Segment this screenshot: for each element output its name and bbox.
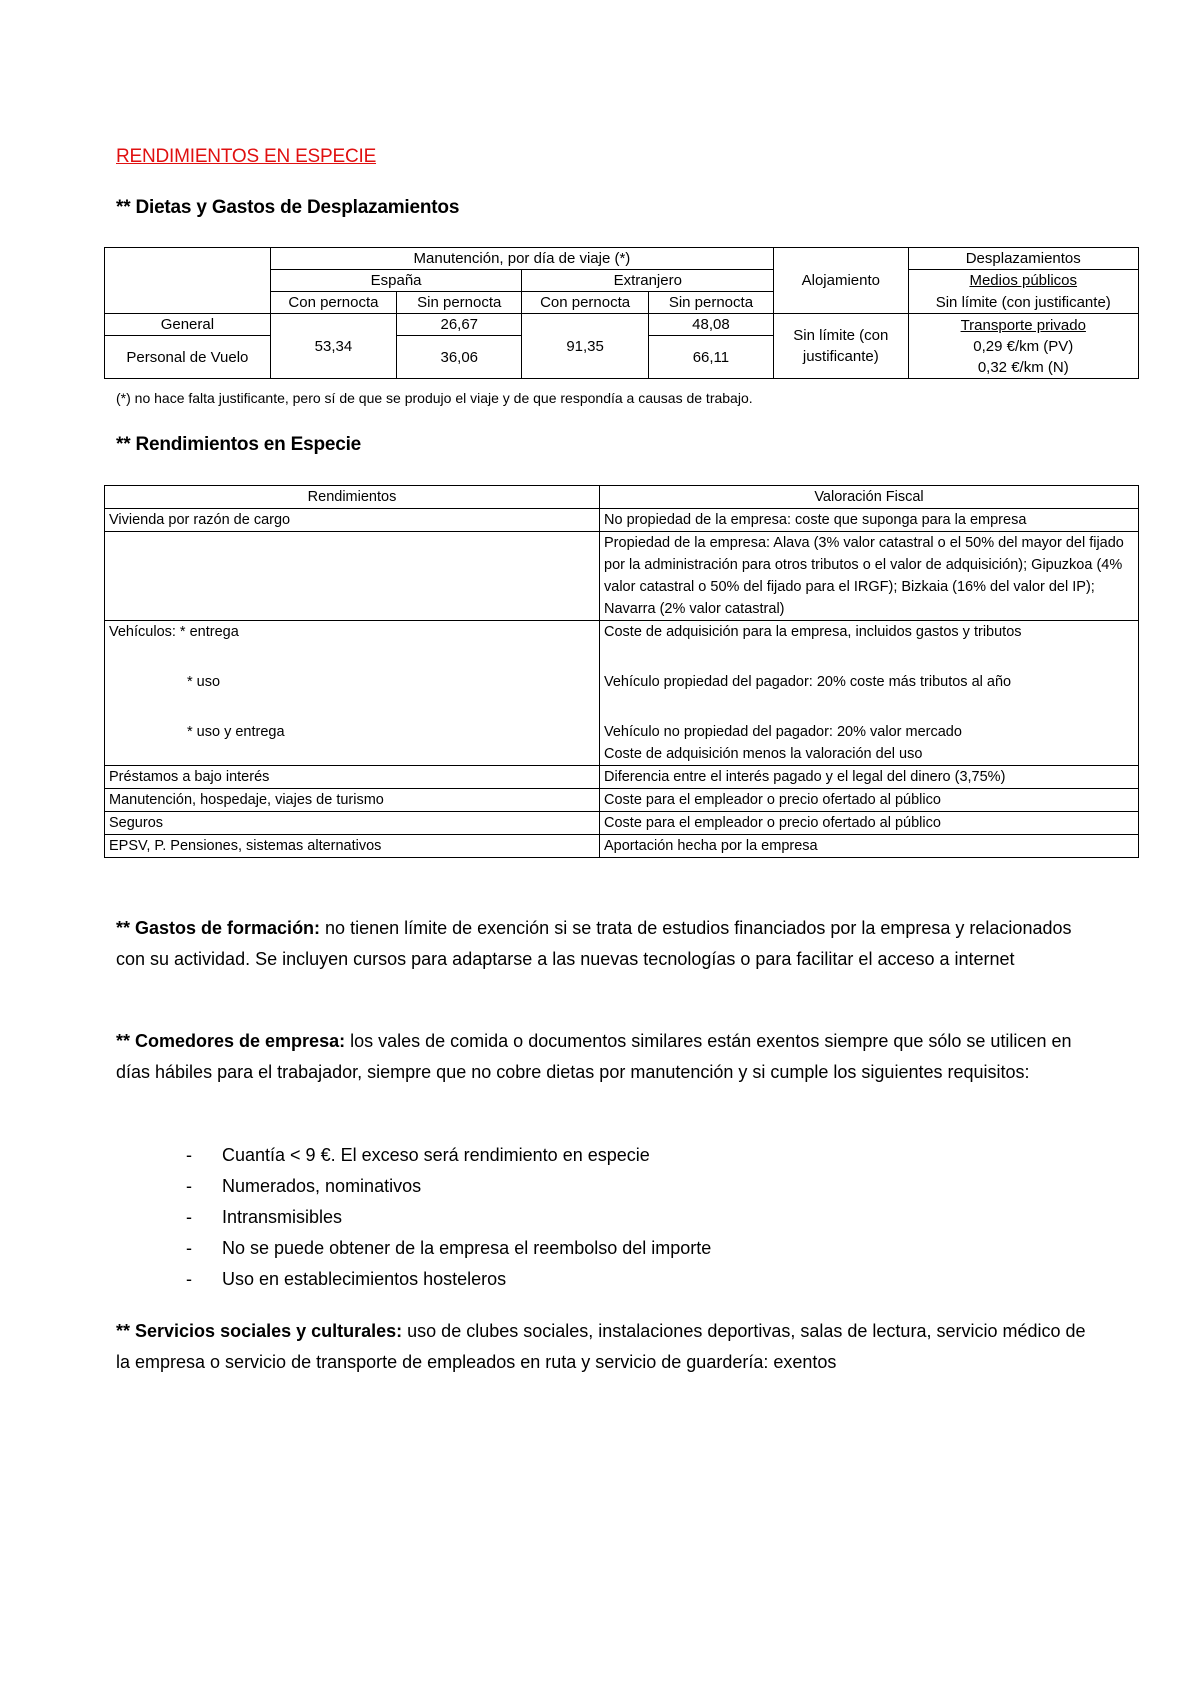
valoracion-cell: Diferencia entre el interés pagado y el legal del dinero (3,75%) xyxy=(600,766,1139,789)
extranjero-sin-vuelo-value: 66,11 xyxy=(648,336,773,379)
table-row xyxy=(105,766,1139,789)
rendimiento-cell: Vivienda por razón de cargo xyxy=(105,509,600,532)
extranjero-sin-pernocta-header: Sin pernocta xyxy=(648,292,773,314)
formacion-paragraph xyxy=(116,913,1096,975)
vehiculos-no-propiedad-value: Vehículo no propiedad del pagador: 20% valor mercado xyxy=(604,724,962,740)
formacion-text: no tienen límite de exención si se trata de estudios financiados por la empresa y relacionados con su actividad. Se incluyen cursos para adaptarse a las nuevas tecnologías o para facilitar el acceso a internet xyxy=(116,918,1072,969)
col-header-rendimientos: Rendimientos xyxy=(105,486,600,509)
rendimiento-cell xyxy=(105,532,600,621)
table-corner-cell xyxy=(105,248,271,314)
list-item: - Numerados, nominativos xyxy=(186,1176,422,1196)
list-item: - Intransmisibles xyxy=(186,1207,343,1227)
espana-sin-pernocta-header: Sin pernocta xyxy=(397,292,522,314)
dietas-table xyxy=(104,247,1139,379)
rendimiento-cell: EPSV, P. Pensiones, sistemas alternativos xyxy=(105,835,600,858)
valoracion-cell xyxy=(600,621,1139,766)
desplazamientos-header: Desplazamientos xyxy=(908,248,1138,270)
vehiculos-uso-entrega-label: * uso y entrega xyxy=(187,724,285,740)
extranjero-sin-general-value: 48,08 xyxy=(648,314,773,336)
col-header-valoracion: Valoración Fiscal xyxy=(600,486,1139,509)
row-vuelo-label: Personal de Vuelo xyxy=(105,336,271,379)
servicios-label: ** Servicios sociales y culturales: xyxy=(116,1321,403,1341)
table-row xyxy=(105,509,1139,532)
section-heading-dietas: ** Dietas y Gastos de Desplazamientos xyxy=(116,197,460,218)
rendimiento-cell xyxy=(105,621,600,766)
espana-sin-general-value: 26,67 xyxy=(397,314,522,336)
vehiculos-uso-entrega-value: Coste de adquisición menos la valoración del uso xyxy=(604,746,923,762)
list-item: - Uso en establecimientos hosteleros xyxy=(186,1269,507,1289)
servicios-paragraph xyxy=(116,1316,1096,1378)
valoracion-cell: Aportación hecha por la empresa xyxy=(600,835,1139,858)
extranjero-con-pernocta-header: Con pernocta xyxy=(522,292,648,314)
medios-publicos-value: Sin límite (con justificante) xyxy=(908,292,1138,314)
valoracion-cell: Propiedad de la empresa: Alava (3% valor catastral o el 50% del mayor del fijado por la administración para otros tributos o el valor de adquisición); Gipuzkoa (4% valor catastral o 50% del fijado para el IRGF); Bizkaia (16% del valor del IP); Navarra (2% valor catastral) xyxy=(600,532,1139,621)
extranjero-header: Extranjero xyxy=(522,270,774,292)
valoracion-cell: Coste para el empleador o precio ofertado al público xyxy=(600,789,1139,812)
rendimientos-table xyxy=(104,485,1139,858)
list-item: - Cuantía < 9 €. El exceso será rendimiento en especie xyxy=(186,1145,650,1165)
comedores-paragraph xyxy=(116,1026,1096,1088)
transporte-privado-cell xyxy=(908,314,1138,379)
comedores-text: los vales de comida o documentos similares están exentos siempre que sólo se utilicen en días hábiles para el trabajador, siempre que no cobre dietas por manutención y si cumple los siguientes requisitos: xyxy=(116,1031,1072,1082)
rendimiento-cell: Manutención, hospedaje, viajes de turismo xyxy=(105,789,600,812)
espana-header: España xyxy=(270,270,522,292)
medios-publicos-label: Medios públicos xyxy=(908,270,1138,292)
servicios-text: uso de clubes sociales, instalaciones deportivas, salas de lectura, servicio médico de la empresa o servicio de transporte de empleados en ruta y servicio de guardería: exentos xyxy=(116,1321,1086,1372)
espana-con-pernocta-header: Con pernocta xyxy=(270,292,396,314)
vehiculos-uso-value: Vehículo propiedad del pagador: 20% coste más tributos al año xyxy=(604,674,1012,690)
page-title: RENDIMIENTOS EN ESPECIE xyxy=(116,146,377,167)
transporte-privado-label: Transporte privado xyxy=(960,316,1086,334)
km-pv-value: 0,29 €/km (PV) xyxy=(973,337,1074,355)
alojamiento-header: Alojamiento xyxy=(774,248,908,314)
table-row xyxy=(105,621,1139,766)
km-n-value: 0,32 €/km (N) xyxy=(977,358,1069,376)
table-row xyxy=(105,789,1139,812)
vehiculos-entrega-label: Vehículos: * entrega xyxy=(109,624,239,640)
extranjero-con-value: 91,35 xyxy=(522,314,648,379)
vehiculos-entrega-value: Coste de adquisición para la empresa, incluidos gastos y tributos xyxy=(604,624,1022,640)
requisitos-list xyxy=(186,1140,711,1295)
rendimiento-cell: Seguros xyxy=(105,812,600,835)
manutencion-header: Manutención, por día de viaje (*) xyxy=(270,248,773,270)
table-row xyxy=(105,812,1139,835)
list-item: - No se puede obtener de la empresa el reembolso del importe xyxy=(186,1238,712,1258)
vehiculos-uso-label: * uso xyxy=(187,674,221,690)
alojamiento-value: Sin límite (con justificante) xyxy=(774,314,908,379)
rendimiento-cell: Préstamos a bajo interés xyxy=(105,766,600,789)
formacion-label: ** Gastos de formación: xyxy=(116,918,321,938)
valoracion-cell: No propiedad de la empresa: coste que suponga para la empresa xyxy=(600,509,1139,532)
table-row xyxy=(105,835,1139,858)
valoracion-cell: Coste para el empleador o precio ofertado al público xyxy=(600,812,1139,835)
comedores-label: ** Comedores de empresa: xyxy=(116,1031,346,1051)
section-heading-rendimientos: ** Rendimientos en Especie xyxy=(116,434,362,455)
table-footnote: (*) no hace falta justificante, pero sí de que se produjo el viaje y de que respondía a causas de trabajo. xyxy=(116,390,753,406)
table-row xyxy=(105,532,1139,621)
espana-sin-vuelo-value: 36,06 xyxy=(397,336,522,379)
row-general-label: General xyxy=(105,314,271,336)
espana-con-value: 53,34 xyxy=(270,314,396,379)
